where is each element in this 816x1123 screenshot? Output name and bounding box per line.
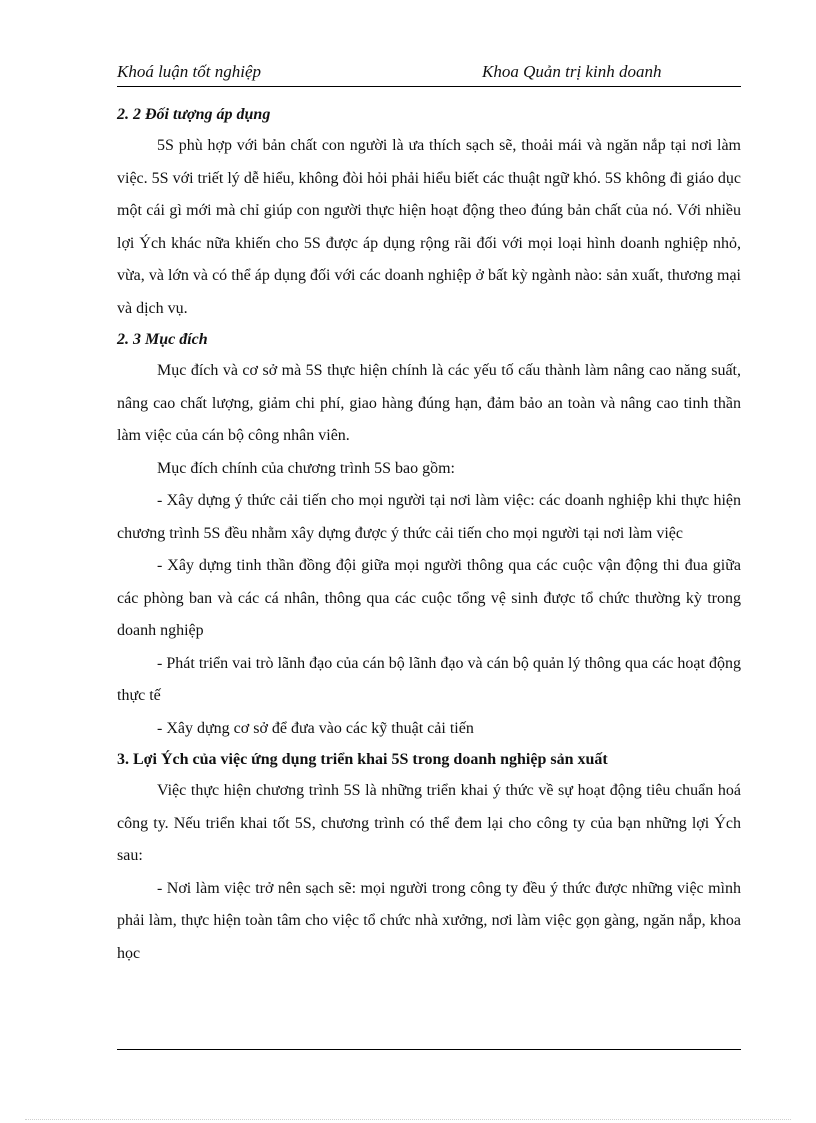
document-body (117, 100, 741, 970)
page-bottom-dotted-edge (25, 1119, 791, 1120)
section-2-3-heading: 2. 3 Mục đích (117, 331, 208, 348)
footer-divider (117, 1049, 741, 1050)
header-thesis-label: Khoá luận tốt nghiệp (117, 62, 262, 81)
section-2-3-bullet-1: - Xây dựng ý thức cải tiến cho mọi người tại nơi làm việc: các doanh nghiệp khi thực hiện chương trình 5S đều nhằm xây dựng được ý thức cải tiến cho mọi người tại nơi làm việc (117, 492, 741, 542)
section-2-3-bullet-3: - Phát triển vai trò lãnh đạo của cán bộ lãnh đạo và cán bộ quản lý thông qua các hoạt động thực tế (117, 654, 741, 704)
section-2-3-paragraph-2: Mục đích chính của chương trình 5S bao gồm: (157, 459, 455, 477)
section-2-2-heading: 2. 2 Đối tượng áp dụng (117, 106, 271, 123)
section-3-heading: 3. Lợi Ých của việc ứng dụng triển khai 5S trong doanh nghiệp sản xuất (117, 751, 608, 768)
header-faculty-label: Khoa Quản trị kinh doanh (482, 62, 662, 81)
section-3-bullet-1: - Nơi làm việc trở nên sạch sẽ: mọi người trong công ty đều ý thức được những việc mình phải làm, thực hiện toàn tâm cho việc tổ chức nhà xưởng, nơi làm việc gọn gàng, ngăn nắp, khoa học (117, 879, 741, 962)
section-2-3-bullet-2: - Xây dựng tinh thần đồng đội giữa mọi người thông qua các cuộc vận động thi đua giữa các phòng ban và các cá nhân, thông qua các cuộc tổng vệ sinh được tổ chức thường kỳ trong doanh nghiệp (117, 557, 741, 639)
section-2-2-paragraph: 5S phù hợp với bản chất con người là ưa thích sạch sẽ, thoải mái và ngăn nắp tại nơi làm việc. 5S với triết lý dễ hiểu, không đòi hỏi phải hiểu biết các thuật ngữ khó. 5S không đi giáo dục một cái gì mới mà chỉ giúp con người thực hiện hoạt động theo đúng bản chất của nó. Với nhiều lợi Ých khác nữa khiến cho 5S được áp dụng rộng rãi đối với mọi loại hình doanh nghiệp nhỏ, vừa, và lớn và có thể áp dụng đối với các doanh nghiệp ở bất kỳ ngành nào: sản xuất, thương mại và dịch vụ. (117, 137, 741, 317)
page-header (117, 60, 741, 87)
section-3-paragraph-1: Việc thực hiện chương trình 5S là những triển khai ý thức về sự hoạt động tiêu chuẩn hoá công ty. Nếu triển khai tốt 5S, chương trình có thể đem lại cho công ty của bạn những lợi Ých sau: (117, 782, 741, 864)
section-2-3-paragraph-1: Mục đích và cơ sở mà 5S thực hiện chính là các yếu tố cấu thành làm nâng cao năng suất, nâng cao chất lượng, giảm chi phí, giao hàng đúng hạn, đảm bảo an toàn và nâng cao tinh thần làm việc của cán bộ công nhân viên. (117, 362, 741, 444)
section-2-3-bullet-4: - Xây dựng cơ sở để đưa vào các kỹ thuật cải tiến (157, 719, 474, 737)
